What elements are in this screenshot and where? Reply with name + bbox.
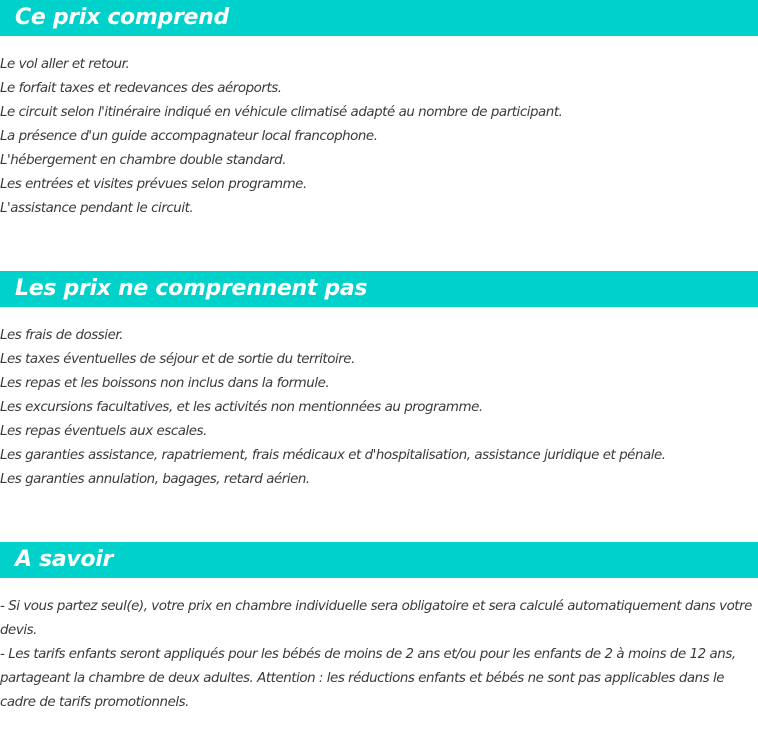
- list-item: Les garanties assistance, rapatriement, frais médicaux et d'hospitalisation, assistance juridique et pénale.: [0, 448, 666, 463]
- section-good-to-know: [0, 542, 758, 715]
- included-list: [0, 36, 758, 221]
- list-item: Les taxes éventuelles de séjour et de sortie du territoire.: [0, 352, 355, 367]
- list-item: Les entrées et visites prévues selon programme.: [0, 177, 307, 192]
- list-item: La présence d'un guide accompagnateur local francophone.: [0, 129, 378, 144]
- list-item: Le vol aller et retour.: [0, 57, 130, 72]
- section-title: Ce prix comprend: [0, 0, 758, 36]
- section-price-excludes: [0, 271, 758, 492]
- list-item: Les frais de dossier.: [0, 328, 123, 343]
- list-item: L'assistance pendant le circuit.: [0, 201, 194, 216]
- section-title: A savoir: [0, 542, 758, 578]
- note-paragraph: - Les tarifs enfants seront appliqués pour les bébés de moins de 2 ans et/ou pour les enfants de 2 à moins de 12 ans, partageant la chambre de deux adultes. Attention : les réductions enfants et bébés ne sont pas applicables dans le cadre de tarifs promotionnels.: [0, 647, 736, 710]
- list-item: Le circuit selon l'itinéraire indiqué en véhicule climatisé adapté au nombre de participant.: [0, 105, 563, 120]
- list-item: Le forfait taxes et redevances des aéroports.: [0, 81, 282, 96]
- notes: [0, 578, 758, 715]
- list-item: L'hébergement en chambre double standard.: [0, 153, 287, 168]
- list-item: Les repas éventuels aux escales.: [0, 424, 207, 439]
- section-title: Les prix ne comprennent pas: [0, 271, 758, 307]
- excluded-list: [0, 307, 758, 492]
- note-paragraph: - Si vous partez seul(e), votre prix en chambre individuelle sera obligatoire et sera calculé automatiquement dans votre devis.: [0, 599, 752, 638]
- section-price-includes: [0, 0, 758, 221]
- list-item: Les garanties annulation, bagages, retard aérien.: [0, 472, 310, 487]
- list-item: Les repas et les boissons non inclus dans la formule.: [0, 376, 330, 391]
- list-item: Les excursions facultatives, et les activités non mentionnées au programme.: [0, 400, 483, 415]
